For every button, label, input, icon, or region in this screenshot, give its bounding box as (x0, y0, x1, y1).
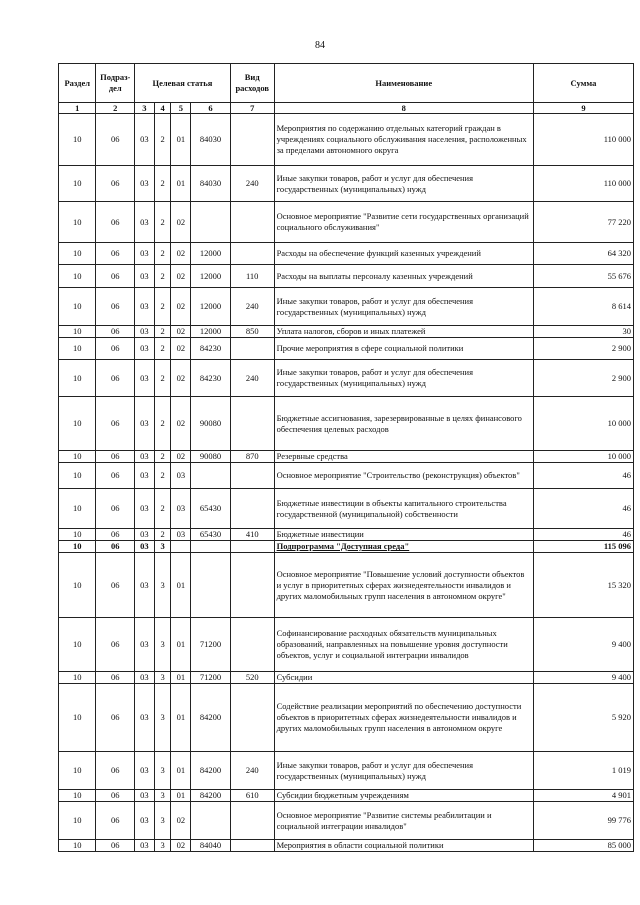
cell-name: Иные закупки товаров, работ и услуг для обеспечения государственных (муниципальных) нужд (274, 166, 533, 202)
cell-sum: 9 400 (533, 618, 633, 672)
cell-expense-type: 240 (230, 166, 274, 202)
cell-activity: 01 (171, 114, 191, 166)
cell-name: Подпрограмма "Доступная среда" (274, 541, 533, 553)
cell-subprogram: 2 (154, 529, 171, 541)
cell-name: Прочие мероприятия в сфере социальной политики (274, 338, 533, 360)
cell-expense-type: 610 (230, 790, 274, 802)
column-number: 9 (533, 103, 633, 114)
cell-sum: 99 776 (533, 802, 633, 840)
cell-subprogram: 3 (154, 790, 171, 802)
cell-sum: 64 320 (533, 243, 633, 265)
cell-podrazdel: 06 (96, 463, 135, 489)
cell-activity: 02 (171, 451, 191, 463)
cell-podrazdel: 06 (96, 397, 135, 451)
table-row (59, 541, 634, 553)
cell-podrazdel: 06 (96, 802, 135, 840)
cell-program: 03 (135, 541, 155, 553)
cell-activity (171, 541, 191, 553)
cell-activity: 02 (171, 338, 191, 360)
cell-podrazdel: 06 (96, 684, 135, 752)
table-row (59, 397, 634, 451)
table-row (59, 790, 634, 802)
cell-podrazdel: 06 (96, 265, 135, 288)
cell-razdel: 10 (59, 265, 96, 288)
cell-activity: 01 (171, 790, 191, 802)
cell-program: 03 (135, 288, 155, 326)
column-number: 4 (154, 103, 171, 114)
cell-name: Субсидии (274, 672, 533, 684)
cell-subprogram: 2 (154, 451, 171, 463)
cell-program: 03 (135, 166, 155, 202)
cell-sum: 1 019 (533, 752, 633, 790)
header-razdel: Раздел (59, 64, 96, 103)
cell-expense-type: 240 (230, 360, 274, 397)
cell-expense-type (230, 840, 274, 852)
cell-direction: 12000 (191, 243, 231, 265)
cell-razdel: 10 (59, 326, 96, 338)
cell-name: Уплата налогов, сборов и иных платежей (274, 326, 533, 338)
cell-expense-type (230, 489, 274, 529)
table-row (59, 553, 634, 618)
cell-podrazdel: 06 (96, 672, 135, 684)
cell-activity: 02 (171, 202, 191, 243)
cell-name: Основное мероприятие "Развитие сети государственных организаций социального обслуживания" (274, 202, 533, 243)
cell-activity: 03 (171, 489, 191, 529)
cell-name: Основное мероприятие "Повышение условий доступности объектов и услуг в приоритетных сферах жизнедеятельности инвалидов и других маломобильных групп населения в автономном округе" (274, 553, 533, 618)
cell-podrazdel: 06 (96, 529, 135, 541)
cell-direction: 65430 (191, 529, 231, 541)
table-row (59, 451, 634, 463)
cell-program: 03 (135, 840, 155, 852)
cell-name: Резервные средства (274, 451, 533, 463)
cell-name: Иные закупки товаров, работ и услуг для обеспечения государственных (муниципальных) нужд (274, 288, 533, 326)
cell-subprogram: 3 (154, 618, 171, 672)
cell-name: Мероприятия в области социальной политики (274, 840, 533, 852)
cell-direction: 90080 (191, 451, 231, 463)
header-podrazdel: Подраз-дел (96, 64, 135, 103)
cell-subprogram: 2 (154, 243, 171, 265)
cell-name: Софинансирование расходных обязательств муниципальных образований, направленных на повышение уровня доступности объектов, услуг и социальной интеграции инвалидов (274, 618, 533, 672)
table-row (59, 360, 634, 397)
cell-razdel: 10 (59, 202, 96, 243)
cell-direction: 84030 (191, 166, 231, 202)
cell-expense-type (230, 684, 274, 752)
cell-program: 03 (135, 752, 155, 790)
cell-direction: 84030 (191, 114, 231, 166)
cell-podrazdel: 06 (96, 553, 135, 618)
cell-subprogram: 3 (154, 802, 171, 840)
cell-subprogram: 2 (154, 114, 171, 166)
cell-name: Субсидии бюджетным учреждениям (274, 790, 533, 802)
cell-name: Расходы на выплаты персоналу казенных учреждений (274, 265, 533, 288)
header-name: Наименование (274, 64, 533, 103)
cell-subprogram: 3 (154, 672, 171, 684)
cell-subprogram: 3 (154, 541, 171, 553)
cell-razdel: 10 (59, 360, 96, 397)
cell-activity: 01 (171, 752, 191, 790)
cell-razdel: 10 (59, 684, 96, 752)
cell-activity: 02 (171, 360, 191, 397)
cell-podrazdel: 06 (96, 541, 135, 553)
header-expense-type: Вид расходов (230, 64, 274, 103)
cell-direction: 71200 (191, 672, 231, 684)
column-number: 8 (274, 103, 533, 114)
cell-name: Иные закупки товаров, работ и услуг для обеспечения государственных (муниципальных) нужд (274, 360, 533, 397)
cell-sum: 8 614 (533, 288, 633, 326)
cell-sum: 2 900 (533, 338, 633, 360)
cell-subprogram: 3 (154, 553, 171, 618)
cell-name: Бюджетные инвестиции (274, 529, 533, 541)
cell-razdel: 10 (59, 752, 96, 790)
cell-direction: 12000 (191, 288, 231, 326)
cell-name: Иные закупки товаров, работ и услуг для обеспечения государственных (муниципальных) нужд (274, 752, 533, 790)
cell-subprogram: 2 (154, 166, 171, 202)
cell-expense-type (230, 463, 274, 489)
cell-direction: 84230 (191, 338, 231, 360)
cell-razdel: 10 (59, 489, 96, 529)
cell-razdel: 10 (59, 553, 96, 618)
cell-razdel: 10 (59, 243, 96, 265)
cell-sum: 46 (533, 463, 633, 489)
cell-podrazdel: 06 (96, 790, 135, 802)
cell-sum: 4 901 (533, 790, 633, 802)
cell-podrazdel: 06 (96, 840, 135, 852)
cell-sum: 110 000 (533, 114, 633, 166)
cell-activity: 01 (171, 684, 191, 752)
cell-expense-type (230, 553, 274, 618)
cell-sum: 77 220 (533, 202, 633, 243)
cell-expense-type (230, 202, 274, 243)
cell-subprogram: 3 (154, 684, 171, 752)
cell-expense-type: 240 (230, 752, 274, 790)
cell-direction: 84200 (191, 684, 231, 752)
cell-activity: 03 (171, 529, 191, 541)
cell-direction: 12000 (191, 265, 231, 288)
cell-expense-type: 410 (230, 529, 274, 541)
cell-expense-type: 870 (230, 451, 274, 463)
cell-direction: 71200 (191, 618, 231, 672)
cell-sum: 9 400 (533, 672, 633, 684)
table-row (59, 265, 634, 288)
cell-podrazdel: 06 (96, 752, 135, 790)
cell-expense-type: 520 (230, 672, 274, 684)
cell-sum: 10 000 (533, 451, 633, 463)
cell-podrazdel: 06 (96, 451, 135, 463)
table-body (59, 114, 634, 852)
cell-activity: 01 (171, 672, 191, 684)
cell-subprogram: 3 (154, 840, 171, 852)
header-target-article: Целевая статья (135, 64, 231, 103)
cell-sum: 55 676 (533, 265, 633, 288)
cell-razdel: 10 (59, 397, 96, 451)
cell-program: 03 (135, 451, 155, 463)
cell-activity: 01 (171, 618, 191, 672)
cell-activity: 03 (171, 463, 191, 489)
cell-sum: 5 920 (533, 684, 633, 752)
cell-direction: 84040 (191, 840, 231, 852)
cell-razdel: 10 (59, 790, 96, 802)
table-row (59, 489, 634, 529)
cell-razdel: 10 (59, 451, 96, 463)
cell-program: 03 (135, 684, 155, 752)
cell-expense-type (230, 114, 274, 166)
cell-podrazdel: 06 (96, 360, 135, 397)
cell-activity: 02 (171, 265, 191, 288)
cell-expense-type: 240 (230, 288, 274, 326)
cell-sum: 10 000 (533, 397, 633, 451)
cell-direction (191, 541, 231, 553)
cell-direction: 90080 (191, 397, 231, 451)
cell-razdel: 10 (59, 541, 96, 553)
cell-podrazdel: 06 (96, 338, 135, 360)
cell-subprogram: 2 (154, 360, 171, 397)
cell-program: 03 (135, 489, 155, 529)
cell-name: Основное мероприятие "Строительство (реконструкция) объектов" (274, 463, 533, 489)
cell-program: 03 (135, 397, 155, 451)
cell-podrazdel: 06 (96, 243, 135, 265)
cell-sum: 85 000 (533, 840, 633, 852)
cell-subprogram: 2 (154, 202, 171, 243)
cell-sum: 46 (533, 529, 633, 541)
column-number: 7 (230, 103, 274, 114)
cell-razdel: 10 (59, 166, 96, 202)
cell-direction: 84200 (191, 790, 231, 802)
budget-table (58, 63, 634, 852)
cell-name: Основное мероприятие "Развитие системы реабилитации и социальной интеграции инвалидов" (274, 802, 533, 840)
cell-sum: 30 (533, 326, 633, 338)
cell-sum: 110 000 (533, 166, 633, 202)
table-row (59, 840, 634, 852)
cell-sum: 2 900 (533, 360, 633, 397)
cell-direction (191, 802, 231, 840)
cell-razdel: 10 (59, 288, 96, 326)
table-row (59, 684, 634, 752)
cell-expense-type: 850 (230, 326, 274, 338)
cell-subprogram: 2 (154, 326, 171, 338)
cell-razdel: 10 (59, 463, 96, 489)
cell-razdel: 10 (59, 802, 96, 840)
cell-program: 03 (135, 672, 155, 684)
cell-subprogram: 2 (154, 489, 171, 529)
cell-program: 03 (135, 790, 155, 802)
cell-subprogram: 2 (154, 397, 171, 451)
cell-program: 03 (135, 463, 155, 489)
header-sum: Сумма (533, 64, 633, 103)
cell-name: Расходы на обеспечение функций казенных учреждений (274, 243, 533, 265)
cell-subprogram: 2 (154, 288, 171, 326)
cell-activity: 01 (171, 166, 191, 202)
cell-activity: 02 (171, 802, 191, 840)
header-row (59, 64, 634, 103)
cell-sum: 15 320 (533, 553, 633, 618)
table-row (59, 114, 634, 166)
table-row (59, 672, 634, 684)
cell-subprogram: 3 (154, 752, 171, 790)
cell-expense-type (230, 243, 274, 265)
cell-podrazdel: 06 (96, 288, 135, 326)
cell-razdel: 10 (59, 840, 96, 852)
cell-program: 03 (135, 243, 155, 265)
table-row (59, 802, 634, 840)
cell-razdel: 10 (59, 114, 96, 166)
cell-podrazdel: 06 (96, 166, 135, 202)
cell-name: Мероприятия по содержанию отдельных категорий граждан в учреждениях социального обслуживания населения, расположенных за пределами автономного округа (274, 114, 533, 166)
cell-podrazdel: 06 (96, 489, 135, 529)
cell-activity: 01 (171, 553, 191, 618)
cell-program: 03 (135, 802, 155, 840)
cell-razdel: 10 (59, 338, 96, 360)
cell-name: Содействие реализации мероприятий по обеспечению доступности объектов в приоритетных сферах жизнедеятельности инвалидов и других маломобильных групп населения в автономном округе (274, 684, 533, 752)
cell-subprogram: 2 (154, 265, 171, 288)
column-number: 3 (135, 103, 155, 114)
column-number: 5 (171, 103, 191, 114)
column-number-row (59, 103, 634, 114)
page-number: 84 (315, 40, 325, 51)
cell-name: Бюджетные инвестиции в объекты капитального строительства государственной (муниципальной) собственности (274, 489, 533, 529)
cell-sum: 115 096 (533, 541, 633, 553)
cell-name: Бюджетные ассигнования, зарезервированные в целях финансового обеспечения целевых расходов (274, 397, 533, 451)
cell-expense-type (230, 541, 274, 553)
cell-program: 03 (135, 265, 155, 288)
cell-razdel: 10 (59, 529, 96, 541)
cell-activity: 02 (171, 397, 191, 451)
column-number: 6 (191, 103, 231, 114)
cell-program: 03 (135, 360, 155, 397)
cell-podrazdel: 06 (96, 202, 135, 243)
cell-direction: 84200 (191, 752, 231, 790)
cell-program: 03 (135, 553, 155, 618)
table-row (59, 752, 634, 790)
table-row (59, 166, 634, 202)
cell-direction: 65430 (191, 489, 231, 529)
cell-expense-type (230, 802, 274, 840)
table-row (59, 243, 634, 265)
cell-program: 03 (135, 529, 155, 541)
table-row (59, 326, 634, 338)
cell-program: 03 (135, 114, 155, 166)
cell-activity: 02 (171, 840, 191, 852)
cell-razdel: 10 (59, 672, 96, 684)
table-row (59, 338, 634, 360)
cell-razdel: 10 (59, 618, 96, 672)
cell-podrazdel: 06 (96, 114, 135, 166)
cell-expense-type (230, 618, 274, 672)
column-number: 2 (96, 103, 135, 114)
cell-activity: 02 (171, 288, 191, 326)
cell-direction (191, 463, 231, 489)
table-row (59, 529, 634, 541)
table-row (59, 202, 634, 243)
cell-activity: 02 (171, 243, 191, 265)
column-number: 1 (59, 103, 96, 114)
table-row (59, 618, 634, 672)
cell-podrazdel: 06 (96, 326, 135, 338)
cell-program: 03 (135, 202, 155, 243)
cell-direction: 12000 (191, 326, 231, 338)
cell-expense-type (230, 338, 274, 360)
cell-program: 03 (135, 326, 155, 338)
table-row (59, 288, 634, 326)
cell-subprogram: 2 (154, 463, 171, 489)
cell-direction: 84230 (191, 360, 231, 397)
cell-subprogram: 2 (154, 338, 171, 360)
cell-activity: 02 (171, 326, 191, 338)
cell-program: 03 (135, 618, 155, 672)
cell-sum: 46 (533, 489, 633, 529)
cell-expense-type (230, 397, 274, 451)
cell-podrazdel: 06 (96, 618, 135, 672)
cell-direction (191, 553, 231, 618)
cell-expense-type: 110 (230, 265, 274, 288)
cell-direction (191, 202, 231, 243)
cell-program: 03 (135, 338, 155, 360)
table-row (59, 463, 634, 489)
